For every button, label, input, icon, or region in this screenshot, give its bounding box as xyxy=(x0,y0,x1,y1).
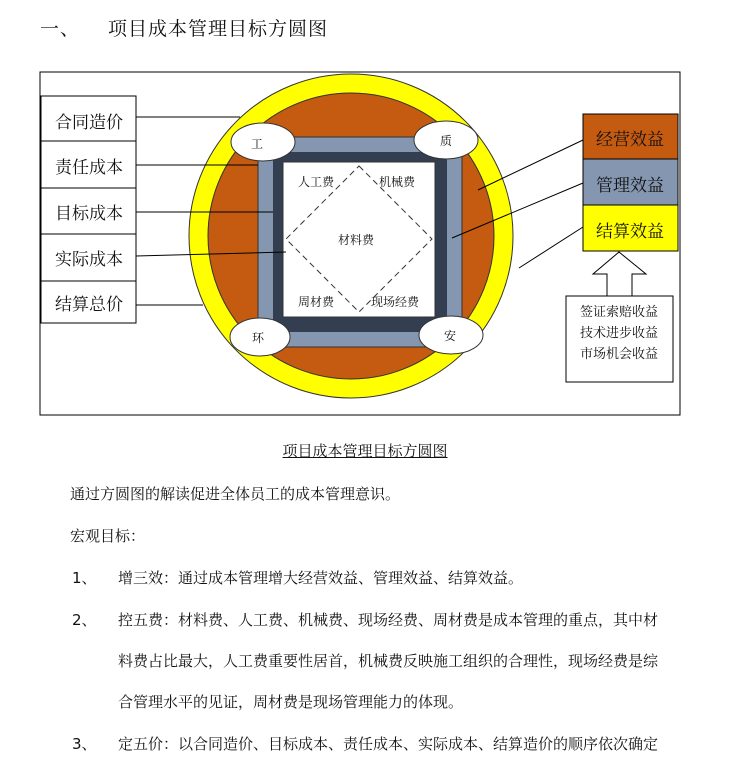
corner-label-work: 工 xyxy=(250,137,264,151)
list-item-number: 1、 xyxy=(72,569,97,587)
list-item-number: 2、 xyxy=(72,611,97,629)
responsibility-cost-label: 责任成本 xyxy=(55,158,123,178)
market-income-label: 市场机会收益 xyxy=(579,347,659,362)
contract-price-label: 合同造价 xyxy=(55,113,123,133)
corner-label-quality: 质 xyxy=(439,134,453,148)
left-label-boxes xyxy=(41,96,136,323)
corner-label-safety: 安 xyxy=(443,329,457,343)
actual-cost-label: 实际成本 xyxy=(55,250,123,270)
list-item-text: 料费占比最大，人工费重要性居首，机械费反映施工组织的合理性，现场经费是综 xyxy=(118,652,659,670)
macro-goals-label: 宏观目标： xyxy=(70,527,146,545)
settlement-benefit-label: 结算效益 xyxy=(596,222,664,242)
labor-cost-label: 人工费 xyxy=(297,175,335,189)
turnover-material-cost-label: 周材费 xyxy=(297,295,335,309)
material-cost-label: 材料费 xyxy=(337,233,375,247)
management-benefit-label: 管理效益 xyxy=(596,176,664,196)
settlement-total-label: 结算总价 xyxy=(55,295,123,315)
operating-benefit-label: 经营效益 xyxy=(596,130,664,150)
list-item-text: 定五价：以合同造价、目标成本、责任成本、实际成本、结算造价的顺序依次确定 xyxy=(118,735,659,753)
section-number: 一、 xyxy=(40,18,81,40)
site-expense-label: 现场经费 xyxy=(370,295,420,309)
figure-caption: 项目成本管理目标方圆图 xyxy=(282,442,448,460)
section-title: 项目成本管理目标方圆图 xyxy=(108,18,329,40)
corner-label-environment: 环 xyxy=(251,331,265,345)
list-item-text: 合管理水平的见证，周材费是现场管理能力的体现。 xyxy=(118,693,464,711)
target-cost-label: 目标成本 xyxy=(55,204,123,224)
list-item-text: 增三效：通过成本管理增大经营效益、管理效益、结算效益。 xyxy=(118,569,524,587)
claim-income-label: 签证索赔收益 xyxy=(579,305,659,320)
machinery-cost-label: 机械费 xyxy=(378,175,416,189)
intro-paragraph: 通过方圆图的解读促进全体员工的成本管理意识。 xyxy=(70,485,401,503)
list-item-number: 3、 xyxy=(72,735,97,753)
tech-income-label: 技术进步收益 xyxy=(579,326,659,341)
list-item-text: 控五费：材料费、人工费、机械费、现场经费、周材费是成本管理的重点，其中材 xyxy=(118,611,659,629)
